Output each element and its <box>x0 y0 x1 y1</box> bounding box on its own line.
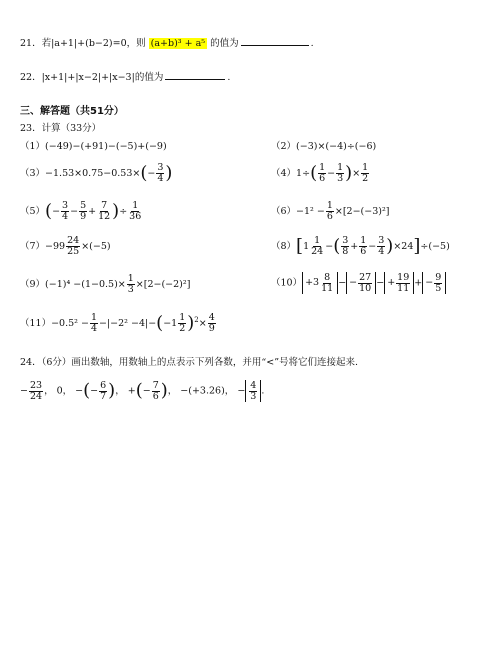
fraction: $\frac{23}{24}$ <box>29 379 43 402</box>
q23-p9-text: (−1)⁴ −(1−0.5)× <box>45 279 126 290</box>
q23-part-5: （5）(− $\frac{3}{4}$ − $\frac{5}{9}$ + $\frac{7}{12}$ )÷ $\frac{1}{36}$ <box>20 200 142 222</box>
q23-p9-label: （9） <box>20 279 46 290</box>
q23-p7-label: （7） <box>20 241 46 252</box>
q23-p4-text: 1÷ <box>296 168 311 179</box>
q22-end: . <box>227 72 231 83</box>
fraction: $\frac{19}{11}$ <box>397 271 410 294</box>
question-21 <box>20 36 314 50</box>
fraction: $\frac{3}{8}$ <box>342 235 349 257</box>
section-title: 三、解答题（共51分） <box>20 106 124 117</box>
q21-highlighted-expression: (a+b)³ + a⁵ <box>150 38 206 49</box>
absolute-value: − $\frac{9}{5}$ <box>422 272 446 294</box>
q22-suffix: 的值为 <box>134 72 164 83</box>
fraction: $\frac{3}{4}$ <box>157 162 164 184</box>
q23-p11-label: （11） <box>20 318 52 329</box>
q23-p10-label: （10） <box>271 277 303 289</box>
question-24: 24．（6分）画出数轴，用数轴上的点表示下列各数，并用“<”号将它们连接起来. <box>20 357 359 368</box>
fraction: $\frac{4}{9}$ <box>208 312 215 334</box>
q24-value-4: −(+3.26) <box>180 385 225 397</box>
fraction: $\frac{1}{6}$ <box>326 200 333 222</box>
q21-equation: |a+1|+(b−2)=0，则 <box>51 38 146 49</box>
fraction: $\frac{1}{6}$ <box>360 235 367 257</box>
q21-suffix: 的值为 <box>210 38 239 49</box>
fraction: $\frac{1}{2}$ <box>179 312 186 334</box>
q23-part-8: （8）[1 $\frac{1}{24}$ −( $\frac{3}{8}$ + $\frac{1}{6}$ − $\frac{3}{4}$ )×24]÷(−5) <box>271 235 450 257</box>
q24-zero: 0 <box>56 385 63 397</box>
q23-p7-text: −99 <box>45 241 66 252</box>
fraction: $\frac{24}{25}$ <box>67 235 80 257</box>
fraction: $\frac{3}{4}$ <box>378 235 385 257</box>
q23-p11-text-2: −|−2² −4|− <box>99 318 157 329</box>
q24-numbers: − $\frac{23}{24}$ ， 0， −(− $\frac{6}{7}$ )， +(− $\frac{7}{6}$ )， −(+3.26)， − $\frac{4}{3}$ . <box>20 379 265 402</box>
question-22 <box>20 70 230 84</box>
answer-blank <box>241 36 309 46</box>
fraction: $\frac{4}{3}$ <box>250 379 257 402</box>
fraction: $\frac{1}{3}$ <box>127 273 134 295</box>
q23-part-7 <box>20 236 111 257</box>
q23-part-1: （1）(−49)−(+91)−(−5)+(−9) <box>20 141 167 152</box>
fraction: $\frac{3}{4}$ <box>62 200 69 222</box>
fraction: $\frac{8}{11}$ <box>321 271 334 294</box>
q23-p11-text: −0.5² − <box>51 318 89 329</box>
absolute-value: +3 $\frac{8}{11}$ <box>302 272 338 294</box>
q23-p3-text: −1.53×0.75−0.53× <box>45 168 141 179</box>
fraction: $\frac{7}{6}$ <box>152 379 159 402</box>
q23-p5-label: （5） <box>20 206 46 217</box>
absolute-value: − $\frac{27}{10}$ <box>346 272 376 294</box>
q23-p6-label: （6） <box>271 206 297 217</box>
fraction: $\frac{1}{36}$ <box>129 200 142 222</box>
fraction: $\frac{1}{24}$ <box>311 235 324 257</box>
absolute-value <box>245 380 261 402</box>
q23-part-3: （3）−1.53×0.75−0.53×(− $\frac{3}{4}$ ) <box>20 162 173 184</box>
q23-p6-text-2: ×[2−(−3)²] <box>334 206 390 217</box>
fraction: $\frac{1}{4}$ <box>90 312 97 334</box>
q23-p6-text: −1² − <box>296 206 325 217</box>
q21-prefix: 21．若 <box>20 38 52 49</box>
q22-prefix: 22． <box>20 72 42 83</box>
q23-part-10: （10） +3 $\frac{8}{11}$ − − $\frac{27}{10}$ − + $\frac{19}{11}$ + − $\frac{9}{5}$ <box>271 272 446 294</box>
fraction: $\frac{6}{7}$ <box>100 379 107 402</box>
q23-part-9 <box>20 274 190 295</box>
q22-equation: |x+1|+|x−2|+|x−3| <box>41 72 135 83</box>
fraction: $\frac{1}{3}$ <box>337 162 344 184</box>
fraction: $\frac{5}{9}$ <box>80 200 87 222</box>
fraction: $\frac{27}{10}$ <box>359 271 372 294</box>
q23-p3-label: （3） <box>20 168 46 179</box>
question-23-title: 23．计算（33分） <box>20 123 102 134</box>
fraction: $\frac{9}{5}$ <box>435 271 442 294</box>
absolute-value: + $\frac{19}{11}$ <box>384 272 414 294</box>
q23-p8-label: （8） <box>271 241 297 252</box>
q23-part-6 <box>271 201 390 222</box>
q23-part-11: （11）−0.5² − $\frac{1}{4}$ −|−2² −4|−(−1 $\frac{1}{2}$ )$^2$× $\frac{4}{9}$ <box>20 312 215 334</box>
q23-p4-label: （4） <box>271 168 297 179</box>
q21-end: . <box>310 38 314 49</box>
fraction: $\frac{1}{6}$ <box>319 162 326 184</box>
q23-part-2: （2）(−3)×(−4)÷(−6) <box>271 141 377 152</box>
q23-p9-text-2: ×[2−(−2)²] <box>135 279 191 290</box>
q23-p7-text-2: ×(−5) <box>81 241 111 252</box>
fraction: $\frac{1}{2}$ <box>362 162 369 184</box>
q23-part-4: （4）1÷( $\frac{1}{6}$ − $\frac{1}{3}$ )× $\frac{1}{2}$ <box>271 162 369 184</box>
answer-blank <box>165 70 225 80</box>
fraction: $\frac{7}{12}$ <box>98 200 111 222</box>
